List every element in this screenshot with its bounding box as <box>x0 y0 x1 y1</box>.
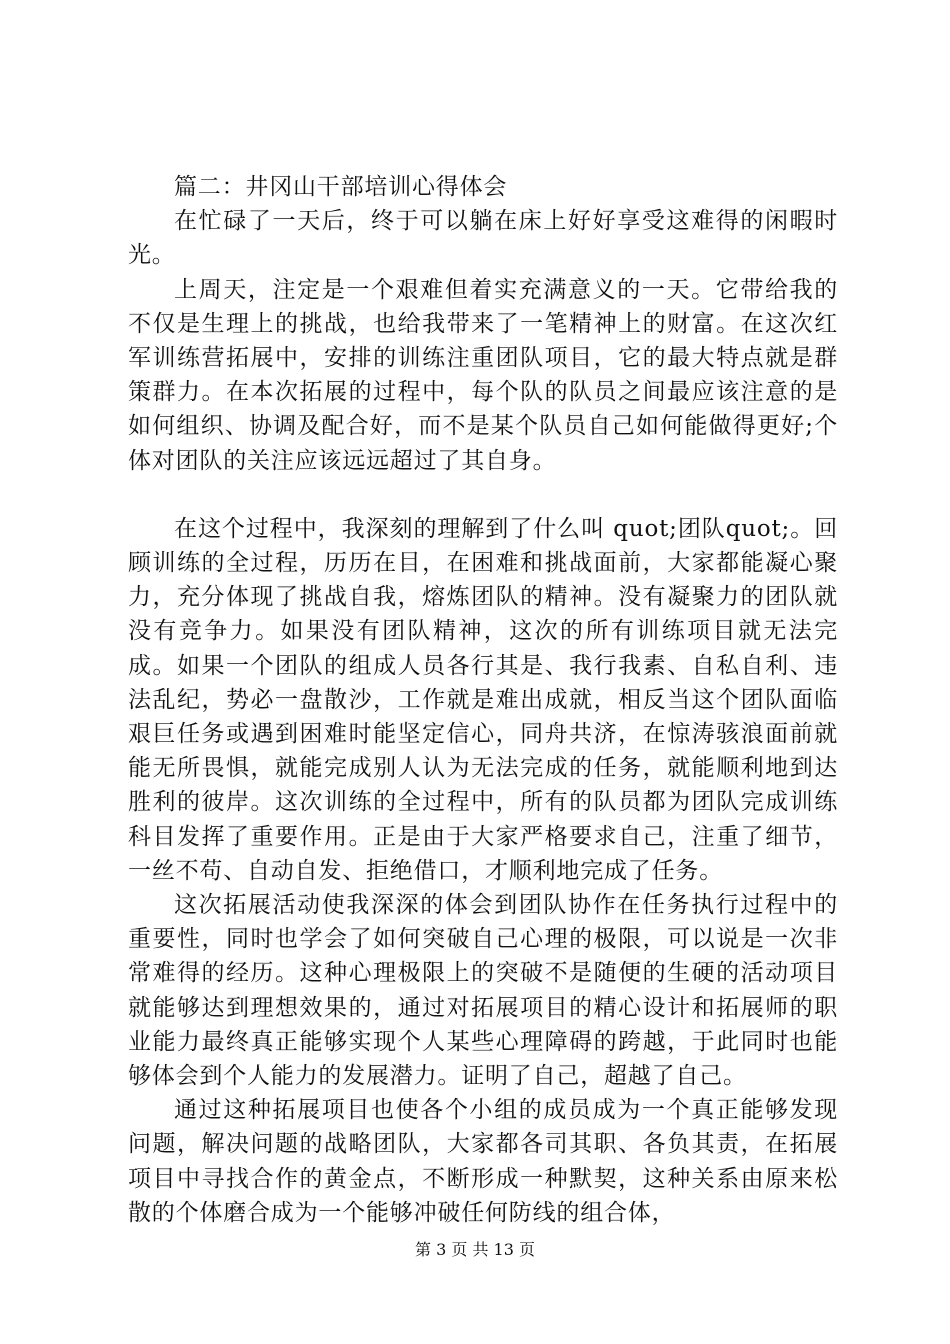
paragraph: 这次拓展活动使我深深的体会到团队协作在任务执行过程中的重要性，同时也学会了如何突破自己心理的极限，可以说是一次非常难得的经历。这种心理极限上的突破不是随便的生硬的活动项目就能够达到理想效果的，通过对拓展项目的精心设计和拓展师的职业能力最终真正能够实现个人某些心理障碍的跨越，于此同时也能够体会到个人能力的发展潜力。证明了自己，超越了自己。 <box>128 892 838 1090</box>
page-number-footer: 第 3 页 共 13 页 <box>415 1240 535 1259</box>
paragraph: 在这个过程中，我深刻的理解到了什么叫 quot;团队quot;。回顾训练的全过程，历历在目，在困难和挑战面前，大家都能凝心聚力，充分体现了挑战自我，熔炼团队的精神。没有凝聚力的团队就没有竞争力。如果没有团队精神，这次的所有训练项目就无法完成。如果一个团队的组成人员各行其是、我行我素、自私自利、违法乱纪，势必一盘散沙，工作就是难出成就，相反当这个团队面临艰巨任务或遇到困难时能坚定信心，同舟共济，在惊涛骇浪面前就能无所畏惧，就能完成别人认为无法完成的任务，就能顺利地到达胜利的彼岸。这次训练的全过程中，所有的队员都为团队完成训练科目发挥了重要作用。正是由于大家严格要求自己，注重了细节，一丝不苟、自动自发、拒绝借口，才顺利地完成了任务。 <box>128 515 838 884</box>
paragraph: 上周天，注定是一个艰难但着实充满意义的一天。它带给我的不仅是生理上的挑战，也给我带来了一笔精神上的财富。在这次红军训练营拓展中，安排的训练注重团队项目，它的最大特点就是群策群力。在本次拓展的过程中，每个队的队员之间最应该注意的是如何组织、协调及配合好，而不是某个队员自己如何能做得更好;个体对团队的关注应该远远超过了其自身。 <box>128 276 838 474</box>
document-body <box>128 170 838 1230</box>
document-title: 篇二：井冈山干部培训心得体会 <box>174 174 508 200</box>
paragraph: 通过这种拓展项目也使各个小组的成员成为一个真正能够发现问题，解决问题的战略团队，大家都各司其职、各负其责，在拓展项目中寻找合作的黄金点，不断形成一种默契，这种关系由原来松散的个体磨合成为一个能够冲破任何防线的组合体， <box>128 1097 838 1226</box>
paragraph: 在忙碌了一天后，终于可以躺在床上好好享受这难得的闲暇时光。 <box>128 208 838 269</box>
